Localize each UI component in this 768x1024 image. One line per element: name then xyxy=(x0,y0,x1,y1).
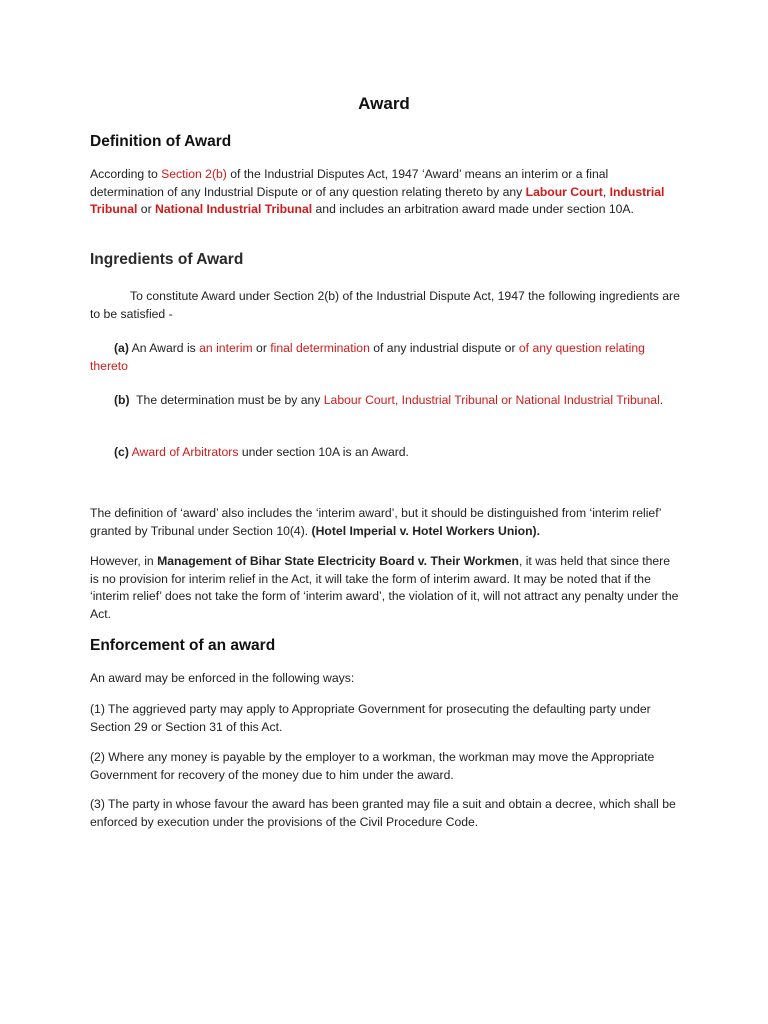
ingredient-c xyxy=(90,444,680,462)
enforcement-intro: An award may be enforced in the following ways: xyxy=(90,671,355,685)
text-segment: The determination must be by any xyxy=(129,393,324,407)
text-segment: or xyxy=(252,341,271,355)
text-segment: . xyxy=(659,393,664,407)
text-segment: , xyxy=(602,184,610,199)
item-label: (b) xyxy=(114,393,130,407)
link-industrial-tribunal[interactable]: Industrial Tribunal xyxy=(90,184,665,216)
enforcement-item: (2) Where any money is payable by the employer to a workman, the workman may move the Appropriate Government for recovery of the money due to him under the award. xyxy=(90,750,655,782)
link-courts-tribunals[interactable]: Labour Court, Industrial Tribunal or National Industrial Tribunal xyxy=(323,393,660,407)
text-segment: According to xyxy=(90,167,162,181)
ingredient-b xyxy=(90,392,680,410)
page-title: Award xyxy=(358,94,410,113)
text-segment: However, in xyxy=(90,554,158,568)
link-award-of-arbitrators[interactable]: Award of Arbitrators xyxy=(131,445,239,459)
text-segment: of the Industrial Disputes Act, 1947 ‘Award’ means an interim or a final determination of any Industrial Dispute or of any question relating thereto by any xyxy=(90,167,609,199)
link-question-relating[interactable]: of any question relating thereto xyxy=(90,341,645,373)
text-segment: , it was held that since there is no provision for interim relief in the Act, it will take the form of interim award. It may be noted that if the ‘interim relief’ does not take the form of ‘interim award’, the violation of it, will not attract any penalty under the Act. xyxy=(90,554,679,621)
heading-definition: Definition of Award xyxy=(90,133,232,150)
case-citation: Management of Bihar State Electricity Board v. Their Workmen xyxy=(157,554,519,568)
ingredients-intro: To constitute Award under Section 2(b) of the Industrial Dispute Act, 1947 the following ingredients are to be satisfied - xyxy=(90,289,680,321)
heading-ingredients: Ingredients of Award xyxy=(90,251,244,268)
ingredient-a xyxy=(90,340,680,375)
enforcement-item: (3) The party in whose favour the award has been granted may file a suit and obtain a decree, which shall be enforced by execution under the provisions of the Civil Procedure Code. xyxy=(90,797,676,829)
item-label: (a) xyxy=(114,341,129,355)
enforcement-item: (1) The aggrieved party may apply to Appropriate Government for prosecuting the defaulting party under Section 29 or Section 31 of this Act. xyxy=(90,702,651,734)
text-segment: under section 10A is an Award. xyxy=(238,445,409,459)
heading-enforcement: Enforcement of an award xyxy=(90,637,276,654)
link-section-2b[interactable]: Section 2(b) xyxy=(161,167,227,181)
link-final-determination[interactable]: final determination xyxy=(270,341,370,355)
text-segment: The definition of ‘award’ also includes the ‘interim award’, but it should be distinguished from ‘interim relief’ granted by Tribunal under Section 10(4). xyxy=(90,506,662,538)
text-segment: and includes an arbitration award made under section 10A. xyxy=(312,202,634,216)
interim-paragraph-1 xyxy=(90,505,680,540)
text-segment: An Award is xyxy=(128,341,200,355)
interim-paragraph-2 xyxy=(90,553,680,623)
text-segment: or xyxy=(137,202,156,216)
case-citation: (Hotel Imperial v. Hotel Workers Union). xyxy=(311,523,540,538)
item-label: (c) xyxy=(114,445,129,459)
link-national-industrial-tribunal[interactable]: National Industrial Tribunal xyxy=(155,202,313,216)
link-labour-court[interactable]: Labour Court xyxy=(525,184,603,199)
definition-paragraph xyxy=(90,166,680,219)
link-an-interim[interactable]: an interim xyxy=(199,341,253,355)
text-segment: of any industrial dispute or xyxy=(369,341,519,355)
